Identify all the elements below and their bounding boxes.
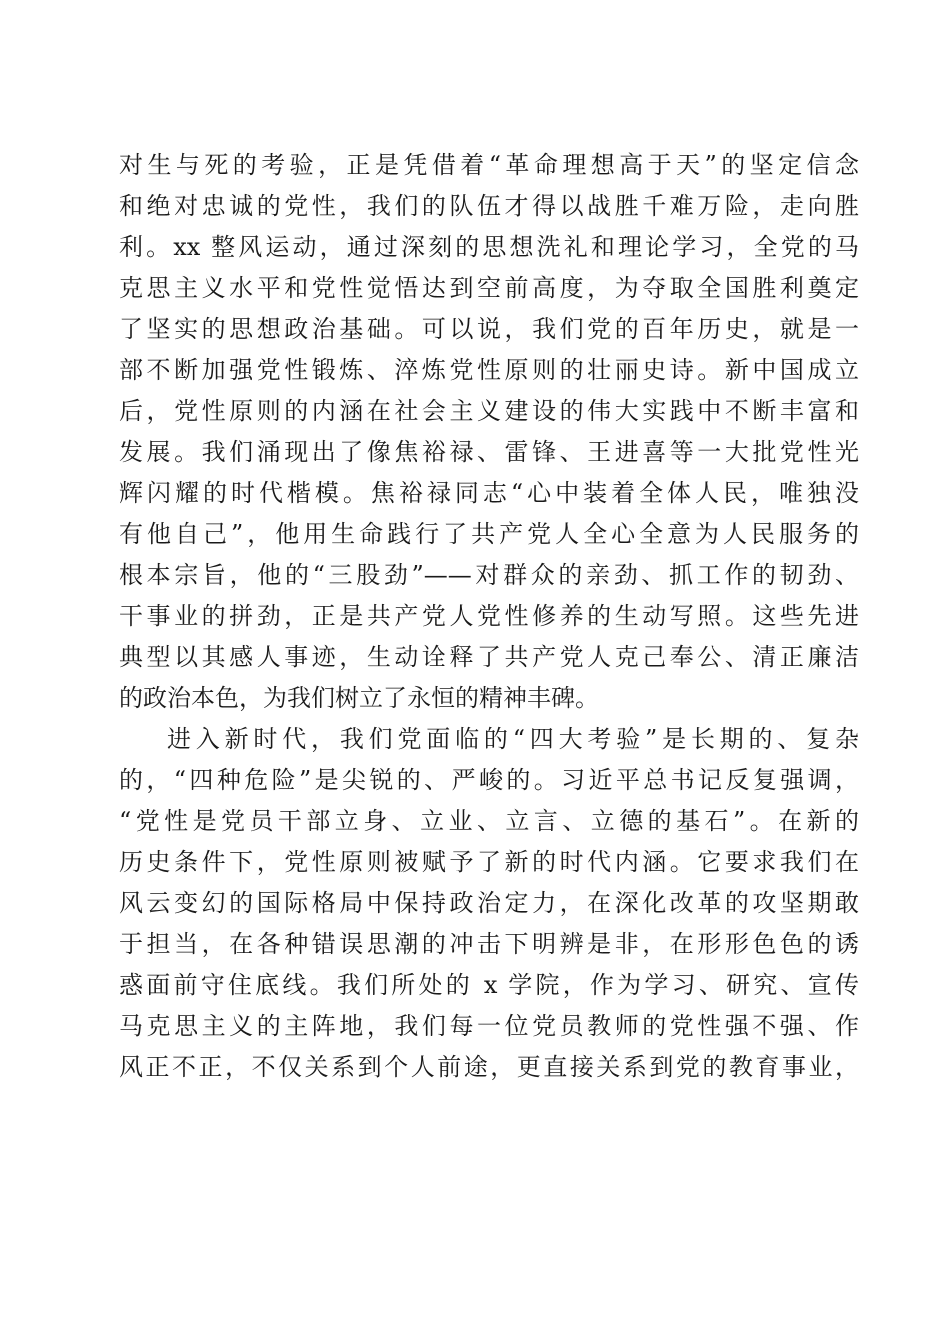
text-line: 根本宗旨，他的“三股劲”——对群众的亲劲、抓工作的韧劲、 (119, 561, 859, 589)
text-line: 典型以其感人事迹，生动诠释了共产党人克己奉公、清正廉洁 (119, 643, 859, 671)
paragraph-1 (119, 145, 859, 719)
text-line: 克思主义水平和党性觉悟达到空前高度，为夺取全国胜利奠定 (119, 274, 859, 302)
paragraph-2 (119, 719, 859, 1088)
text-line: 的政治本色，为我们树立了永恒的精神丰碑。 (119, 684, 599, 712)
text-line: 发展。我们涌现出了像焦裕禄、雷锋、王进喜等一大批党性光 (119, 438, 859, 466)
text-line: “党性是党员干部立身、立业、立言、立德的基石”。在新的 (119, 807, 859, 835)
text-line: 风云变幻的国际格局中保持政治定力，在深化改革的攻坚期敢 (119, 889, 859, 917)
text-line: 有他自己”，他用生命践行了共产党人全心全意为人民服务的 (119, 520, 859, 548)
document-body (119, 145, 859, 1088)
text-line: 惑面前守住底线。我们所处的 x 学院，作为学习、研究、宣传 (119, 971, 859, 999)
text-line: 利。xx 整风运动，通过深刻的思想洗礼和理论学习，全党的马 (119, 233, 859, 261)
text-line: 和绝对忠诚的党性，我们的队伍才得以战胜千难万险，走向胜 (119, 192, 859, 220)
text-line: 进入新时代，我们党面临的“四大考验”是长期的、复杂 (167, 725, 859, 753)
text-line: 的，“四种危险”是尖锐的、严峻的。习近平总书记反复强调， (119, 766, 859, 794)
text-line: 风正不正，不仅关系到个人前途，更直接关系到党的教育事业， (119, 1053, 859, 1081)
text-line: 马克思主义的主阵地，我们每一位党员教师的党性强不强、作 (119, 1012, 859, 1040)
text-line: 了坚实的思想政治基础。可以说，我们党的百年历史，就是一 (119, 315, 859, 343)
text-line: 干事业的拼劲，正是共产党人党性修养的生动写照。这些先进 (119, 602, 859, 630)
text-line: 部不断加强党性锻炼、淬炼党性原则的壮丽史诗。新中国成立 (119, 356, 859, 384)
text-line: 历史条件下，党性原则被赋予了新的时代内涵。它要求我们在 (119, 848, 859, 876)
text-line: 辉闪耀的时代楷模。焦裕禄同志“心中装着全体人民，唯独没 (119, 479, 859, 507)
text-line: 后，党性原则的内涵在社会主义建设的伟大实践中不断丰富和 (119, 397, 859, 425)
text-line: 于担当，在各种错误思潮的冲击下明辨是非，在形形色色的诱 (119, 930, 859, 958)
text-line: 对生与死的考验，正是凭借着“革命理想高于天”的坚定信念 (119, 151, 859, 179)
